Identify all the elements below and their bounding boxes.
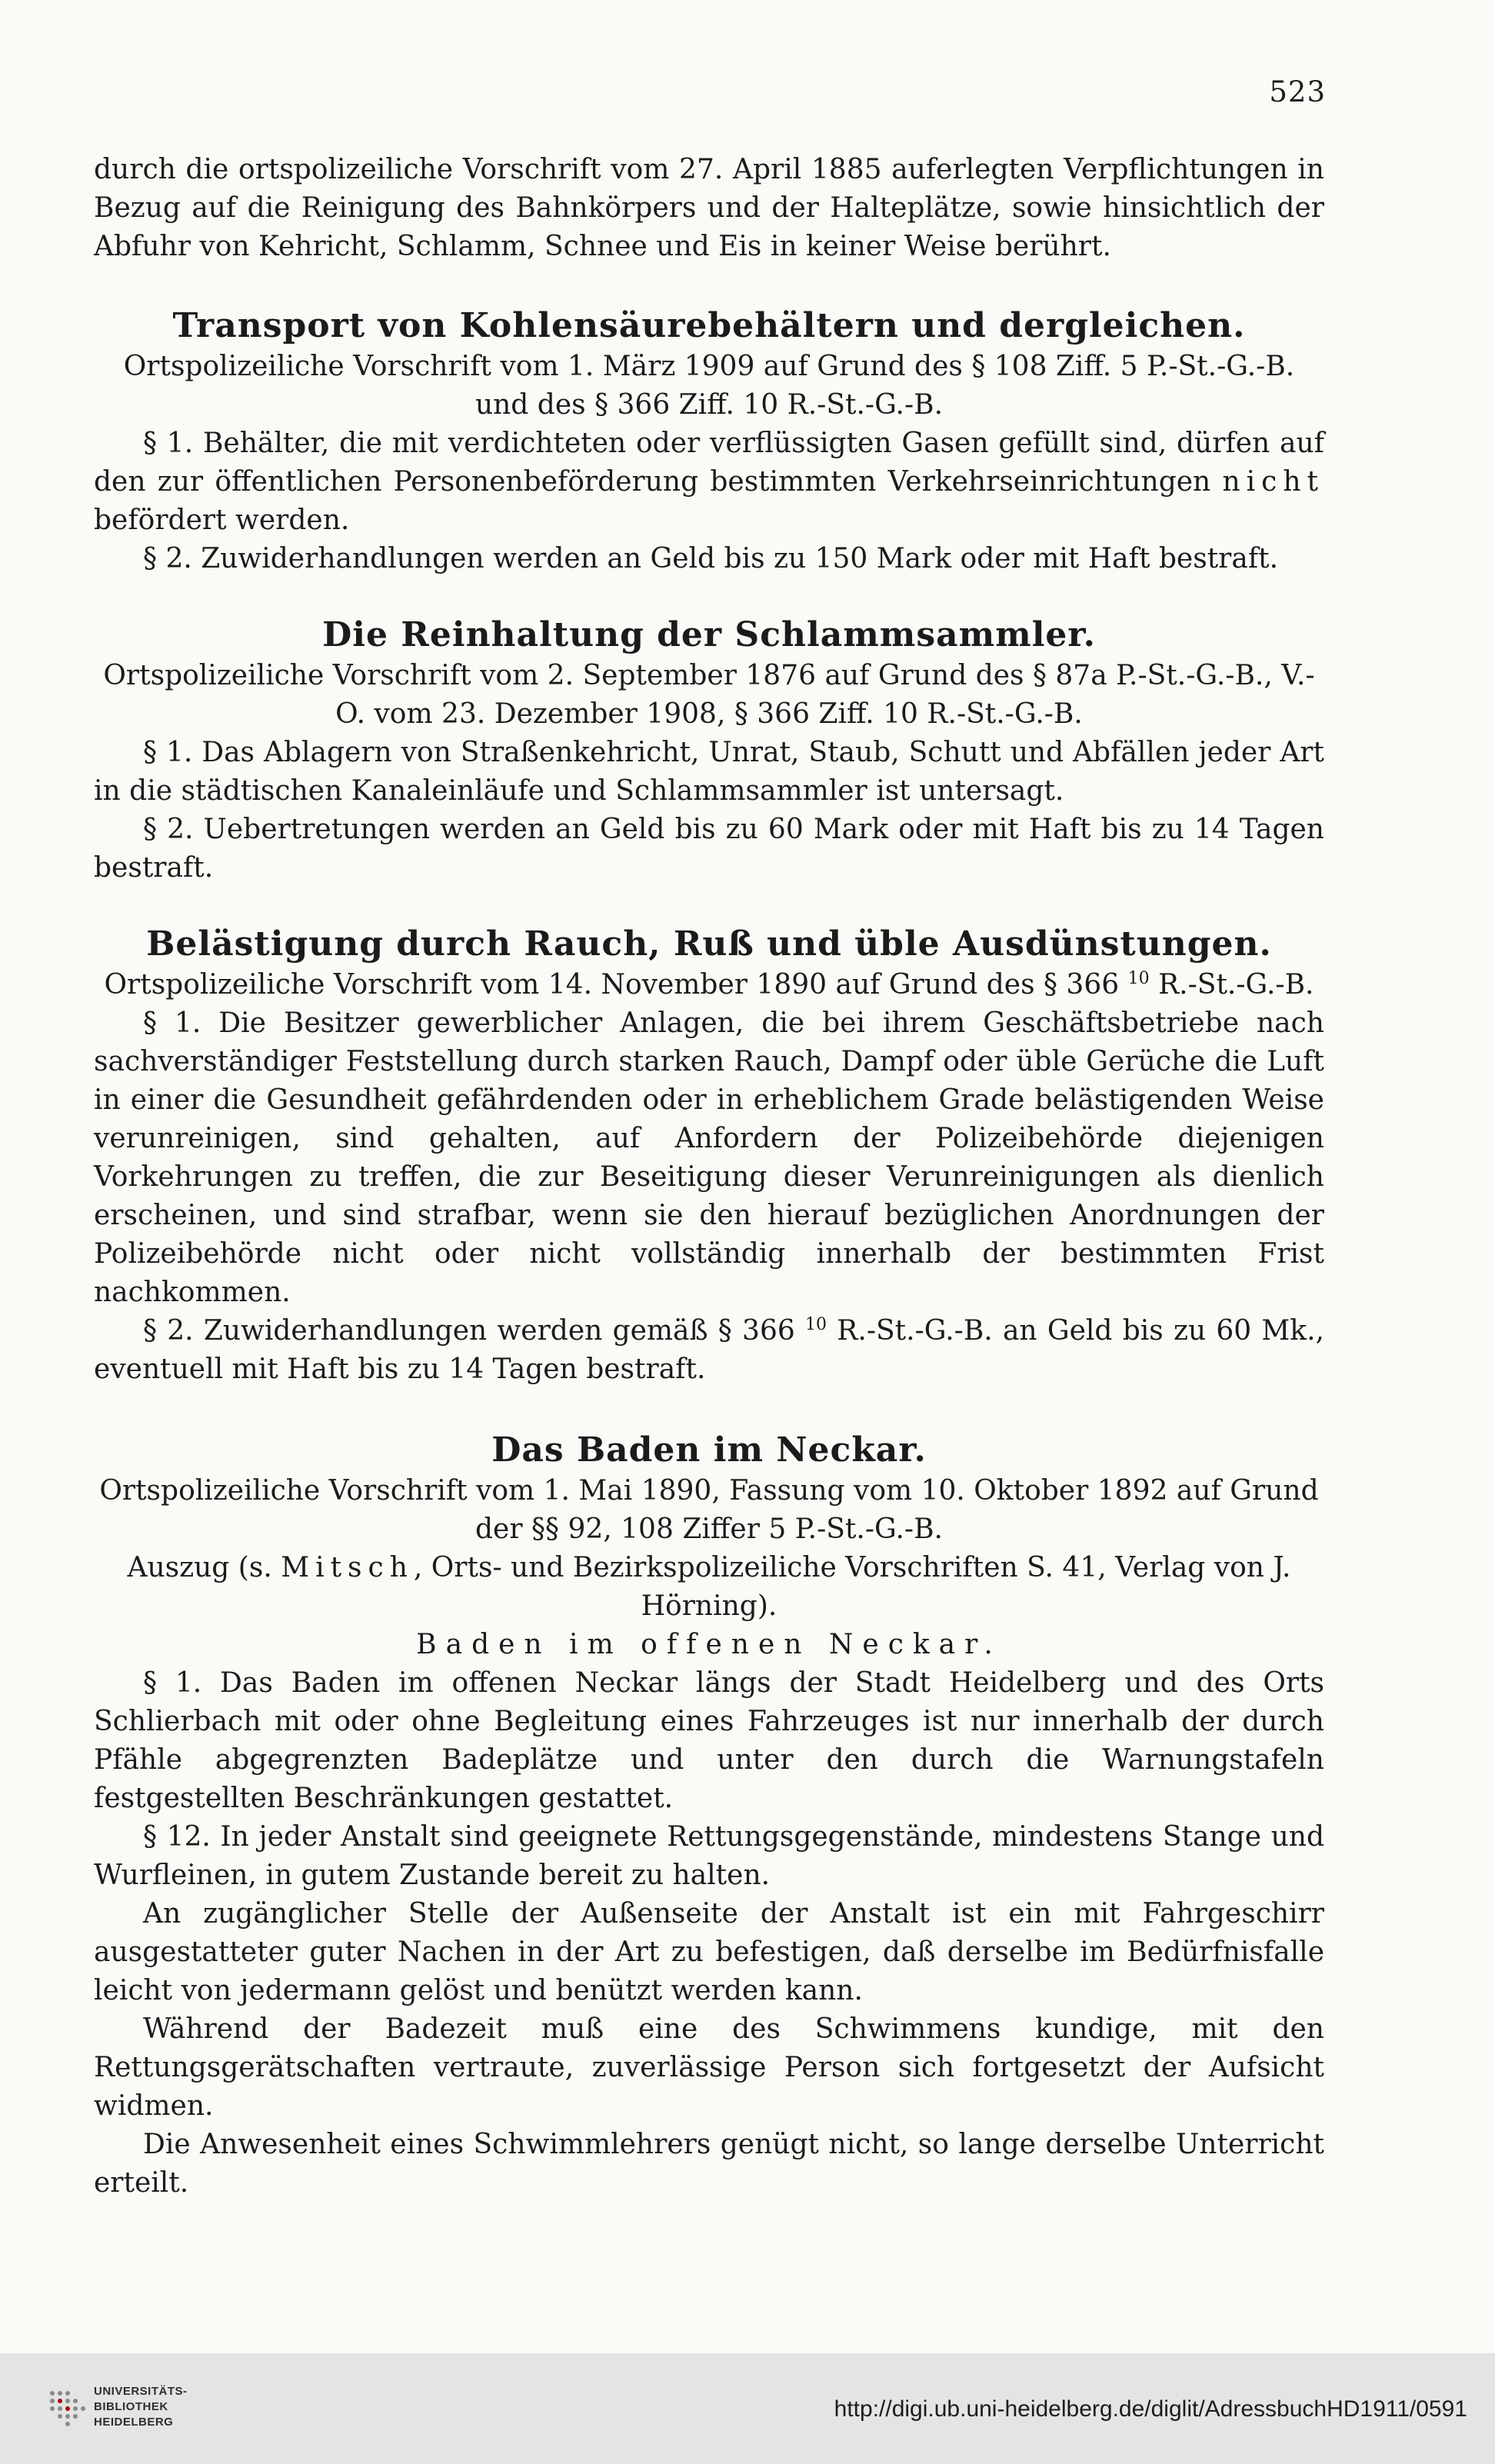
section-paragraph: Während der Badezeit muß eine des Schwimmens kundige, mit den Rettungsgerätschaften vertraute, zuverlässige Person sich fortgesetzt der Aufsicht widmen. [94, 2013, 1324, 2122]
section-source-rauch [94, 966, 1324, 1004]
page-content [94, 151, 1324, 2203]
source-text: R.-St.-G.-B. [1158, 969, 1314, 1001]
section-subtitle: Baden im offenen Neckar. [416, 1629, 1002, 1660]
excerpt-text: Auszug (s. [127, 1552, 272, 1583]
superscript: 10 [805, 1315, 827, 1334]
section-paragraph [94, 425, 1324, 540]
section-paragraph: § 1. Das Ablagern von Straßenkehricht, Unrat, Staub, Schutt und Abfällen jeder Art in die städtischen Kanaleinläufe und Schlammsammler ist untersagt. [94, 737, 1324, 807]
logo-line: HEIDELBERG [94, 2416, 174, 2429]
section-paragraph: § 2. Uebertretungen werden an Geld bis zu 60 Mark oder mit Haft bis zu 14 Tagen bestraft. [94, 814, 1324, 884]
library-logo[interactable] [46, 2384, 223, 2435]
section-paragraph: Die Anwesenheit eines Schwimmlehrers genügt nicht, so lange derselbe Unterricht erteilt. [94, 2129, 1324, 2199]
section-title-transport: Transport von Kohlensäurebehältern und dergleichen. [172, 306, 1246, 345]
section-paragraph [94, 1312, 1324, 1389]
section-title-rauch: Belästigung durch Rauch, Ruß und üble Ausdünstungen. [146, 924, 1272, 964]
emphasized-word: nicht [1222, 466, 1324, 498]
library-logo-icon [46, 2387, 88, 2429]
excerpt-author: Mitsch [281, 1552, 414, 1583]
section-title-schlammsammler: Die Reinhaltung der Schlammsammler. [322, 615, 1096, 654]
page-number: 523 [1269, 75, 1326, 108]
section-title-baden: Das Baden im Neckar. [491, 1430, 927, 1470]
section-paragraph: § 1. Die Besitzer gewerblicher Anlagen, die bei ihrem Geschäftsbetriebe nach sachverständiger Feststellung durch starken Rauch, Dampf oder üble Gerüche die Luft in einer die Gesundheit gefährdenden oder in erheblichem Grade belästigenden Weise verunreinigen, sind gehalten, auf Anfordern der Polizeibehörde diejenigen Vorkehrungen zu treffen, die zur Beseitigung dieser Verunreinigungen als dienlich erscheinen, und sind strafbar, wenn sie den hierauf bezüglichen Anordnungen der Polizeibehörde nicht oder nicht vollständig innerhalb der bestimmten Frist nachkommen. [94, 1007, 1324, 1308]
section-source-baden: Ortspolizeiliche Vorschrift vom 1. Mai 1890, Fassung vom 10. Oktober 1892 auf Grund der §§ 92, 108 Ziffer 5 P.-St.-G.-B. [99, 1475, 1319, 1545]
section-excerpt [94, 1549, 1324, 1626]
section-paragraph: § 2. Zuwiderhandlungen werden an Geld bis zu 150 Mark oder mit Haft bestraft. [143, 543, 1279, 574]
section-source-transport: Ortspolizeiliche Vorschrift vom 1. März 1909 auf Grund des § 108 Ziff. 5 P.-St.-G.-B. und des § 366 Ziff. 10 R.-St.-G.-B. [123, 351, 1295, 421]
section-paragraph: § 1. Das Baden im offenen Neckar längs der Stadt Heidelberg und des Orts Schlierbach mit oder ohne Begleitung eines Fahrzeuges ist nur innerhalb der durch Pfähle abgegrenzten Badeplätze und unter den durch die Warnungstafeln festgestellten Beschränkungen gestattet. [94, 1667, 1324, 1814]
logo-line: BIBLIOTHEK [94, 2400, 168, 2413]
section-paragraph: An zugänglicher Stelle der Außenseite der Anstalt ist ein mit Fahrgeschirr ausgestatteter guter Nachen in der Art zu befestigen, daß derselbe im Bedürfnisfalle leicht von jedermann gelöst und benützt werden kann. [94, 1898, 1324, 2006]
paragraph-text: § 2. Zuwiderhandlungen werden gemäß § 366 [143, 1315, 795, 1347]
logo-line: UNIVERSITÄTS- [94, 2385, 188, 2398]
source-text: Ortspolizeiliche Vorschrift vom 14. November 1890 auf Grund des § 366 [104, 969, 1120, 1001]
superscript: 10 [1127, 969, 1150, 988]
section-paragraph: § 12. In jeder Anstalt sind geeignete Rettungsgegenstände, mindestens Stange und Wurfleinen, in gutem Zustande bereit zu halten. [94, 1821, 1324, 1891]
excerpt-text: , Orts- und Bezirkspolizeiliche Vorschriften S. 41, Verlag von J. Hörning). [413, 1552, 1291, 1622]
footer-bar [0, 2353, 1495, 2464]
paragraph-text: R.-St.-G.-B. an Geld bis zu 60 Mk., eventuell mit Haft bis zu 14 Tagen bestraft. [94, 1315, 1324, 1385]
intro-paragraph: durch die ortspolizeiliche Vorschrift vom 27. April 1885 auferlegten Verpflichtungen in Bezug auf die Reinigung des Bahnkörpers und der Halteplätze, sowie hinsichtlich der Abfuhr von Kehricht, Schlamm, Schnee und Eis in keiner Weise berührt. [94, 154, 1324, 262]
library-logo-text [94, 2384, 188, 2430]
source-url-link[interactable]: http://digi.ub.uni-heidelberg.de/diglit/AdressbuchHD1911/0591 [834, 2396, 1467, 2422]
section-source-schlammsammler: Ortspolizeiliche Vorschrift vom 2. September 1876 auf Grund des § 87a P.-St.-G.-B., V.-O. vom 23. Dezember 1908, § 366 Ziff. 10 R.-St.-G.-B. [103, 660, 1315, 730]
paragraph-text: § 1. Behälter, die mit verdichteten oder verflüssigten Gasen gefüllt sind, dürfen auf den zur öffentlichen Personenbeförderung bestimmten Verkehrseinrichtungen [94, 428, 1324, 498]
paragraph-text: befördert werden. [94, 504, 350, 536]
